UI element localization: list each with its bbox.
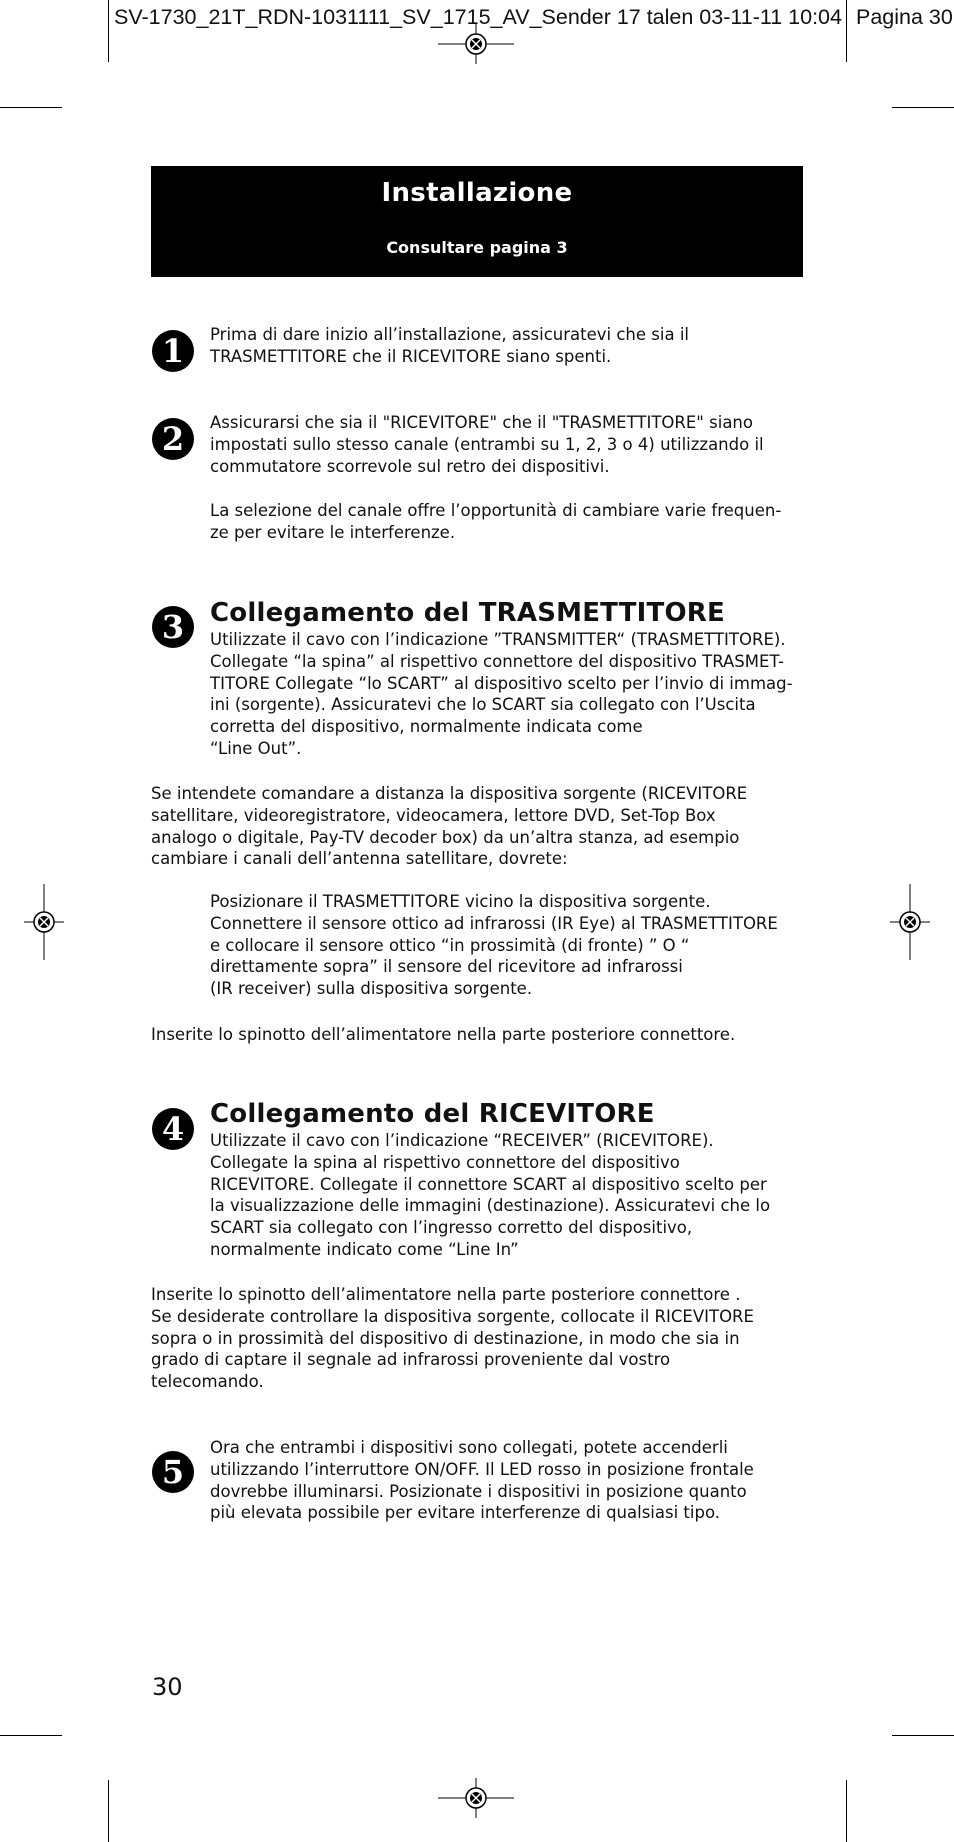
crop-mark	[846, 1780, 847, 1842]
crop-mark	[892, 107, 954, 108]
step-number-2-icon: 2	[152, 418, 194, 460]
registration-mark-icon	[890, 884, 930, 960]
step-number-3-icon: 3	[152, 606, 194, 648]
registration-mark-icon	[24, 884, 64, 960]
crop-mark	[892, 1735, 954, 1736]
step-3-ir-instructions: Posizionare il TRASMETTITORE vicino la dispositiva sorgente. Connettere il sensore ottico ad infrarossi (IR Eye) al TRASMETTITORE e collocare il sensore ottico “in prossimità (di fronte) ” O “ direttamente sopra” il sensore del ricevitore ad infrarossi (IR receiver) sulla dispositiva sorgente.	[210, 892, 778, 999]
step-4-placement-text: Inserite lo spinotto dell’alimentatore nella parte posteriore connettore . Se desiderate controllare la dispositiva sorgente, collocate il RICEVITORE sopra o in prossimità del dispositivo di destinazione, in modo che sia in grado di captare il segnale ad infrarossi proveniente dal vostro telecomando.	[151, 1285, 754, 1392]
step-2-note: La selezione del canale offre l’opportunità di cambiare varie frequen- ze per evitare le interferenze.	[210, 501, 782, 542]
step-3-power-text: Inserite lo spinotto dell’alimentatore nella parte posteriore connettore.	[151, 1025, 736, 1044]
print-slug	[108, 0, 954, 38]
page-title: Installazione	[381, 178, 573, 208]
section-banner	[151, 166, 803, 277]
crop-mark	[108, 1780, 109, 1842]
crop-mark	[0, 107, 62, 108]
slug-page-label: Pagina 30	[856, 5, 953, 29]
step-4-heading: Collegamento del RICEVITORE	[210, 1099, 655, 1129]
registration-mark-icon	[438, 24, 514, 64]
page-number: 30	[152, 1673, 183, 1701]
step-3-text: Utilizzate il cavo con l’indicazione ”TRANSMITTER“ (TRASMETTITORE). Collegate “la spina” al rispettivo connettore del dispositivo TRASMET- TITORE Collegate “lo SCART” al dispositivo scelto per l’invio di immag- ini (sorgente). Assicuratevi che lo SCART sia collegato con l’Uscita corretta del dispositivo, normalmente indicata come “Line Out”.	[210, 630, 793, 758]
step-1-text: Prima di dare inizio all’installazione, assicuratevi che sia il TRASMETTITORE che il RICEVITORE siano spenti.	[210, 325, 689, 366]
step-3-remote-text: Se intendete comandare a distanza la dispositiva sorgente (RICEVITORE satellitare, videoregistratore, videocamera, lettore DVD, Set-Top Box analogo o digitale, Pay-TV decoder box) da un’altra stanza, ad esempio cambiare i canali dell’antenna satellitare, dovrete:	[151, 784, 748, 869]
crop-mark	[0, 1735, 62, 1736]
slug-file-info: SV-1730_21T_RDN-1031111_SV_1715_AV_Sender 17 talen 03-11-11 10:04	[114, 5, 842, 29]
crop-mark	[846, 0, 847, 62]
registration-mark-icon	[438, 1778, 514, 1818]
step-5-text: Ora che entrambi i dispositivi sono collegati, potete accenderli utilizzando l’interruttore ON/OFF. Il LED rosso in posizione frontale dovrebbe illuminarsi. Posizionate i dispositivi in posizione quanto più elevata possibile per evitare interferenze di qualsiasi tipo.	[210, 1438, 754, 1523]
step-number-5-icon: 5	[152, 1451, 194, 1493]
step-3-heading: Collegamento del TRASMETTITORE	[210, 598, 725, 628]
step-number-4-icon: 4	[152, 1108, 194, 1150]
step-4-text: Utilizzate il cavo con l’indicazione “RECEIVER” (RICEVITORE). Collegate la spina al rispettivo connettore del dispositivo RICEVITORE. Collegate il connettore SCART al dispositivo scelto per la visualizzazione delle immagini (destinazione). Assicuratevi che lo SCART sia collegato con l’ingresso corretto del dispositivo, normalmente indicato come “Line In”	[210, 1131, 771, 1259]
crop-mark	[108, 0, 109, 62]
step-2-text: Assicurarsi che sia il "RICEVITORE" che il "TRASMETTITORE" siano impostati sullo stesso canale (entrambi su 1, 2, 3 o 4) utilizzando il commutatore scorrevole sul retro dei dispositivi.	[210, 413, 764, 476]
step-number-1-icon: 1	[152, 330, 194, 372]
page-subtitle: Consultare pagina 3	[386, 238, 568, 257]
